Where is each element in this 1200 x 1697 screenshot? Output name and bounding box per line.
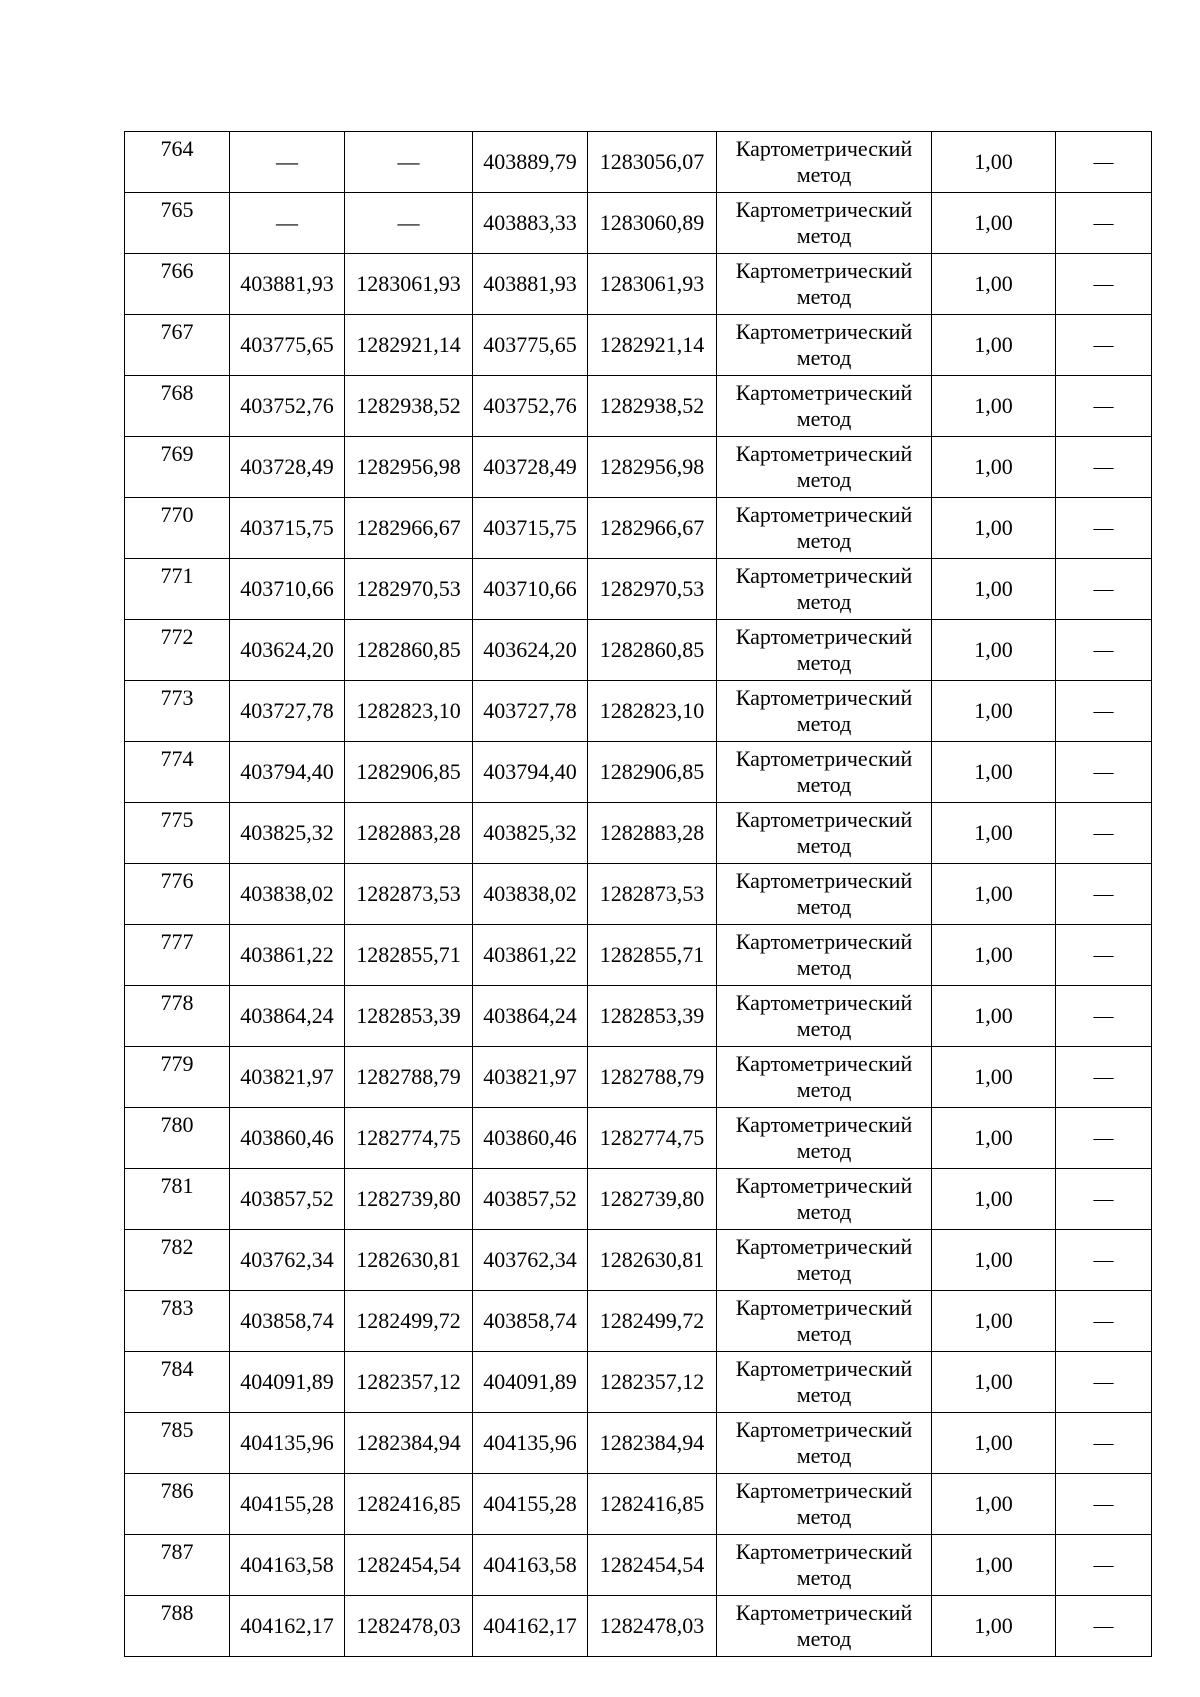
y-old-cell: 1282906,85	[345, 742, 473, 803]
x-new-cell: 404135,96	[473, 1413, 588, 1474]
y-old-cell: 1282883,28	[345, 803, 473, 864]
method-cell: Картометрический метод	[717, 254, 932, 315]
coordinates-table	[124, 131, 1152, 1657]
accuracy-cell: 1,00	[932, 376, 1056, 437]
x-old-cell: 403762,34	[230, 1230, 345, 1291]
accuracy-cell: 1,00	[932, 681, 1056, 742]
y-new-cell: 1282774,75	[588, 1108, 717, 1169]
x-new-cell: 403860,46	[473, 1108, 588, 1169]
accuracy-cell: 1,00	[932, 1291, 1056, 1352]
table-row	[125, 193, 1152, 254]
note-cell: —	[1056, 1169, 1152, 1230]
accuracy-cell: 1,00	[932, 1352, 1056, 1413]
x-new-cell: 403775,65	[473, 315, 588, 376]
accuracy-cell: 1,00	[932, 1474, 1056, 1535]
point-number-cell: 784	[125, 1352, 230, 1413]
x-old-cell: 404155,28	[230, 1474, 345, 1535]
x-new-cell: 403881,93	[473, 254, 588, 315]
point-number-cell: 772	[125, 620, 230, 681]
accuracy-cell: 1,00	[932, 1596, 1056, 1657]
y-new-cell: 1282478,03	[588, 1596, 717, 1657]
y-new-cell: 1282823,10	[588, 681, 717, 742]
method-cell: Картометрический метод	[717, 1474, 932, 1535]
y-old-cell: 1282956,98	[345, 437, 473, 498]
x-old-cell: —	[230, 132, 345, 193]
x-old-cell: 404135,96	[230, 1413, 345, 1474]
x-new-cell: 403889,79	[473, 132, 588, 193]
method-cell: Картометрический метод	[717, 1047, 932, 1108]
table-row	[125, 1108, 1152, 1169]
y-old-cell: 1282739,80	[345, 1169, 473, 1230]
method-cell: Картометрический метод	[717, 193, 932, 254]
note-cell: —	[1056, 864, 1152, 925]
x-old-cell: 403858,74	[230, 1291, 345, 1352]
y-old-cell: 1282384,94	[345, 1413, 473, 1474]
x-old-cell: 403624,20	[230, 620, 345, 681]
x-old-cell: 403864,24	[230, 986, 345, 1047]
x-new-cell: 403715,75	[473, 498, 588, 559]
point-number-cell: 773	[125, 681, 230, 742]
y-old-cell: 1282853,39	[345, 986, 473, 1047]
point-number-cell: 788	[125, 1596, 230, 1657]
table-row	[125, 254, 1152, 315]
accuracy-cell: 1,00	[932, 132, 1056, 193]
note-cell: —	[1056, 681, 1152, 742]
y-old-cell: 1282478,03	[345, 1596, 473, 1657]
accuracy-cell: 1,00	[932, 864, 1056, 925]
x-new-cell: 403838,02	[473, 864, 588, 925]
y-new-cell: 1282938,52	[588, 376, 717, 437]
point-number-cell: 769	[125, 437, 230, 498]
y-old-cell: 1282630,81	[345, 1230, 473, 1291]
point-number-cell: 775	[125, 803, 230, 864]
y-old-cell: 1282357,12	[345, 1352, 473, 1413]
note-cell: —	[1056, 803, 1152, 864]
accuracy-cell: 1,00	[932, 742, 1056, 803]
y-new-cell: 1282873,53	[588, 864, 717, 925]
point-number-cell: 779	[125, 1047, 230, 1108]
note-cell: —	[1056, 376, 1152, 437]
y-new-cell: 1282788,79	[588, 1047, 717, 1108]
y-new-cell: 1282906,85	[588, 742, 717, 803]
y-old-cell: 1282774,75	[345, 1108, 473, 1169]
point-number-cell: 771	[125, 559, 230, 620]
y-new-cell: 1282739,80	[588, 1169, 717, 1230]
method-cell: Картометрический метод	[717, 315, 932, 376]
note-cell: —	[1056, 1047, 1152, 1108]
y-new-cell: 1282921,14	[588, 315, 717, 376]
method-cell: Картометрический метод	[717, 742, 932, 803]
table-row	[125, 925, 1152, 986]
method-cell: Картометрический метод	[717, 1108, 932, 1169]
table-row	[125, 1169, 1152, 1230]
point-number-cell: 777	[125, 925, 230, 986]
note-cell: —	[1056, 1352, 1152, 1413]
x-old-cell: 403838,02	[230, 864, 345, 925]
table-row	[125, 1230, 1152, 1291]
method-cell: Картометрический метод	[717, 925, 932, 986]
note-cell: —	[1056, 132, 1152, 193]
accuracy-cell: 1,00	[932, 1535, 1056, 1596]
y-old-cell: 1282823,10	[345, 681, 473, 742]
table-body	[125, 132, 1152, 1657]
note-cell: —	[1056, 1596, 1152, 1657]
accuracy-cell: 1,00	[932, 803, 1056, 864]
note-cell: —	[1056, 620, 1152, 681]
note-cell: —	[1056, 1291, 1152, 1352]
method-cell: Картометрический метод	[717, 376, 932, 437]
table-row	[125, 742, 1152, 803]
table-row	[125, 864, 1152, 925]
y-new-cell: 1282357,12	[588, 1352, 717, 1413]
x-new-cell: 404163,58	[473, 1535, 588, 1596]
x-new-cell: 403728,49	[473, 437, 588, 498]
y-old-cell: 1282855,71	[345, 925, 473, 986]
point-number-cell: 783	[125, 1291, 230, 1352]
note-cell: —	[1056, 437, 1152, 498]
y-old-cell: 1282966,67	[345, 498, 473, 559]
accuracy-cell: 1,00	[932, 1413, 1056, 1474]
accuracy-cell: 1,00	[932, 1108, 1056, 1169]
table-row	[125, 559, 1152, 620]
point-number-cell: 768	[125, 376, 230, 437]
y-old-cell: 1282454,54	[345, 1535, 473, 1596]
x-old-cell: 403860,46	[230, 1108, 345, 1169]
point-number-cell: 787	[125, 1535, 230, 1596]
method-cell: Картометрический метод	[717, 498, 932, 559]
y-old-cell: 1282416,85	[345, 1474, 473, 1535]
x-old-cell: 403821,97	[230, 1047, 345, 1108]
method-cell: Картометрический метод	[717, 1535, 932, 1596]
point-number-cell: 786	[125, 1474, 230, 1535]
x-old-cell: —	[230, 193, 345, 254]
table-row	[125, 437, 1152, 498]
y-old-cell: 1283061,93	[345, 254, 473, 315]
x-new-cell: 403861,22	[473, 925, 588, 986]
accuracy-cell: 1,00	[932, 437, 1056, 498]
accuracy-cell: 1,00	[932, 193, 1056, 254]
x-new-cell: 403710,66	[473, 559, 588, 620]
accuracy-cell: 1,00	[932, 986, 1056, 1047]
method-cell: Картометрический метод	[717, 437, 932, 498]
y-old-cell: —	[345, 193, 473, 254]
method-cell: Картометрический метод	[717, 1413, 932, 1474]
note-cell: —	[1056, 559, 1152, 620]
x-old-cell: 403727,78	[230, 681, 345, 742]
note-cell: —	[1056, 1108, 1152, 1169]
x-old-cell: 403881,93	[230, 254, 345, 315]
x-new-cell: 403857,52	[473, 1169, 588, 1230]
y-new-cell: 1283060,89	[588, 193, 717, 254]
note-cell: —	[1056, 986, 1152, 1047]
note-cell: —	[1056, 925, 1152, 986]
point-number-cell: 785	[125, 1413, 230, 1474]
table-row	[125, 1047, 1152, 1108]
method-cell: Картометрический метод	[717, 620, 932, 681]
method-cell: Картометрический метод	[717, 1352, 932, 1413]
y-new-cell: 1282883,28	[588, 803, 717, 864]
y-new-cell: 1283056,07	[588, 132, 717, 193]
point-number-cell: 765	[125, 193, 230, 254]
table-row	[125, 1596, 1152, 1657]
y-new-cell: 1283061,93	[588, 254, 717, 315]
method-cell: Картометрический метод	[717, 1291, 932, 1352]
point-number-cell: 767	[125, 315, 230, 376]
method-cell: Картометрический метод	[717, 1169, 932, 1230]
point-number-cell: 770	[125, 498, 230, 559]
x-new-cell: 404162,17	[473, 1596, 588, 1657]
y-old-cell: —	[345, 132, 473, 193]
x-old-cell: 403857,52	[230, 1169, 345, 1230]
y-old-cell: 1282499,72	[345, 1291, 473, 1352]
point-number-cell: 780	[125, 1108, 230, 1169]
accuracy-cell: 1,00	[932, 315, 1056, 376]
x-new-cell: 403864,24	[473, 986, 588, 1047]
x-old-cell: 404163,58	[230, 1535, 345, 1596]
accuracy-cell: 1,00	[932, 498, 1056, 559]
x-old-cell: 403794,40	[230, 742, 345, 803]
table-row	[125, 1474, 1152, 1535]
accuracy-cell: 1,00	[932, 559, 1056, 620]
x-new-cell: 403858,74	[473, 1291, 588, 1352]
note-cell: —	[1056, 1474, 1152, 1535]
accuracy-cell: 1,00	[932, 1230, 1056, 1291]
accuracy-cell: 1,00	[932, 925, 1056, 986]
x-new-cell: 403883,33	[473, 193, 588, 254]
x-new-cell: 403821,97	[473, 1047, 588, 1108]
point-number-cell: 774	[125, 742, 230, 803]
note-cell: —	[1056, 1535, 1152, 1596]
y-new-cell: 1282966,67	[588, 498, 717, 559]
y-new-cell: 1282630,81	[588, 1230, 717, 1291]
note-cell: —	[1056, 1413, 1152, 1474]
y-new-cell: 1282853,39	[588, 986, 717, 1047]
note-cell: —	[1056, 1230, 1152, 1291]
accuracy-cell: 1,00	[932, 1169, 1056, 1230]
table-row	[125, 1291, 1152, 1352]
table-row	[125, 803, 1152, 864]
point-number-cell: 778	[125, 986, 230, 1047]
method-cell: Картометрический метод	[717, 559, 932, 620]
y-new-cell: 1282855,71	[588, 925, 717, 986]
y-new-cell: 1282956,98	[588, 437, 717, 498]
x-new-cell: 403762,34	[473, 1230, 588, 1291]
x-old-cell: 403728,49	[230, 437, 345, 498]
y-new-cell: 1282860,85	[588, 620, 717, 681]
x-new-cell: 403624,20	[473, 620, 588, 681]
accuracy-cell: 1,00	[932, 620, 1056, 681]
x-old-cell: 403752,76	[230, 376, 345, 437]
x-old-cell: 404162,17	[230, 1596, 345, 1657]
table-row	[125, 376, 1152, 437]
note-cell: —	[1056, 498, 1152, 559]
note-cell: —	[1056, 742, 1152, 803]
y-new-cell: 1282499,72	[588, 1291, 717, 1352]
accuracy-cell: 1,00	[932, 1047, 1056, 1108]
method-cell: Картометрический метод	[717, 1230, 932, 1291]
x-new-cell: 404091,89	[473, 1352, 588, 1413]
point-number-cell: 766	[125, 254, 230, 315]
method-cell: Картометрический метод	[717, 132, 932, 193]
x-new-cell: 403825,32	[473, 803, 588, 864]
point-number-cell: 782	[125, 1230, 230, 1291]
point-number-cell: 764	[125, 132, 230, 193]
y-new-cell: 1282454,54	[588, 1535, 717, 1596]
point-number-cell: 776	[125, 864, 230, 925]
x-old-cell: 403710,66	[230, 559, 345, 620]
x-new-cell: 403727,78	[473, 681, 588, 742]
y-old-cell: 1282938,52	[345, 376, 473, 437]
table-row	[125, 498, 1152, 559]
accuracy-cell: 1,00	[932, 254, 1056, 315]
table-row	[125, 1535, 1152, 1596]
table-row	[125, 132, 1152, 193]
method-cell: Картометрический метод	[717, 986, 932, 1047]
method-cell: Картометрический метод	[717, 864, 932, 925]
method-cell: Картометрический метод	[717, 803, 932, 864]
table-row	[125, 681, 1152, 742]
method-cell: Картометрический метод	[717, 1596, 932, 1657]
y-old-cell: 1282873,53	[345, 864, 473, 925]
x-new-cell: 403794,40	[473, 742, 588, 803]
x-old-cell: 403775,65	[230, 315, 345, 376]
x-old-cell: 403825,32	[230, 803, 345, 864]
table-row	[125, 986, 1152, 1047]
table-row	[125, 315, 1152, 376]
x-new-cell: 403752,76	[473, 376, 588, 437]
point-number-cell: 781	[125, 1169, 230, 1230]
x-old-cell: 403715,75	[230, 498, 345, 559]
y-old-cell: 1282921,14	[345, 315, 473, 376]
note-cell: —	[1056, 254, 1152, 315]
x-old-cell: 404091,89	[230, 1352, 345, 1413]
table-row	[125, 1413, 1152, 1474]
y-new-cell: 1282970,53	[588, 559, 717, 620]
y-old-cell: 1282970,53	[345, 559, 473, 620]
table-row	[125, 1352, 1152, 1413]
x-old-cell: 403861,22	[230, 925, 345, 986]
y-new-cell: 1282416,85	[588, 1474, 717, 1535]
x-new-cell: 404155,28	[473, 1474, 588, 1535]
y-old-cell: 1282788,79	[345, 1047, 473, 1108]
method-cell: Картометрический метод	[717, 681, 932, 742]
y-new-cell: 1282384,94	[588, 1413, 717, 1474]
table-row	[125, 620, 1152, 681]
y-old-cell: 1282860,85	[345, 620, 473, 681]
note-cell: —	[1056, 193, 1152, 254]
note-cell: —	[1056, 315, 1152, 376]
